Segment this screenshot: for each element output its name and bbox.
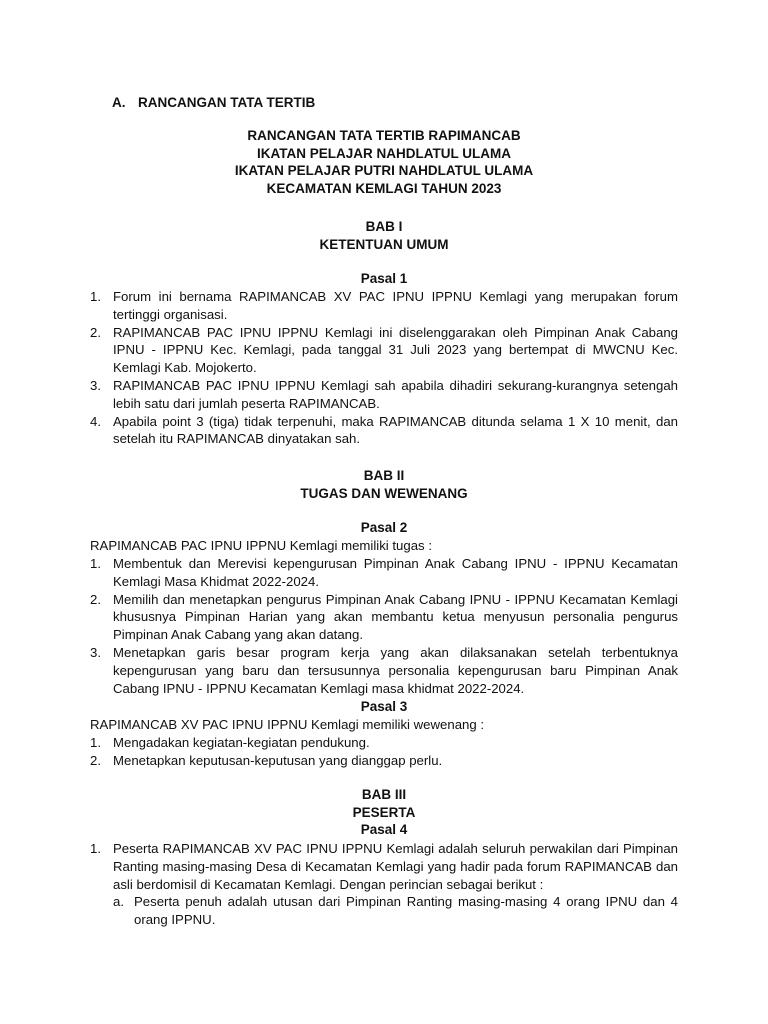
bab-title: BAB III <box>361 787 407 802</box>
bab-subtitle: KETENTUAN UMUM <box>319 236 449 252</box>
bab1-heading <box>90 218 678 253</box>
bab-title: BAB I <box>365 219 403 234</box>
pasal1-title: Pasal 1 <box>360 271 408 286</box>
section-heading <box>112 94 315 112</box>
bab2-heading <box>90 467 678 502</box>
list-item: 4. Apabila point 3 (tiga) tidak terpenuhi, maka RAPIMANCAB ditunda selama 1 X 10 menit, dan setelah itu RAPIMANCAB dinyatakan sah. <box>90 413 678 447</box>
sub-list <box>113 893 678 929</box>
pasal4-title: Pasal 4 <box>360 822 408 837</box>
pasal4-list <box>90 840 678 929</box>
bab-subtitle: PESERTA <box>352 804 416 820</box>
list-item: 2. Memilih dan menetapkan pengurus Pimpinan Anak Cabang IPNU - IPPNU Kecamatan Kemlagi khususnya Pimpinan Harian yang akan membantu ketua menyusun personalia pengurus Pimpinan Anak Cabang yang akan datang. <box>90 591 678 643</box>
pasal3-list <box>90 734 678 770</box>
section-title: RANCANGAN TATA TERTIB <box>138 95 316 110</box>
bab3-heading <box>90 786 678 839</box>
pasal2-title: Pasal 2 <box>360 520 408 535</box>
list-item: 1. Peserta RAPIMANCAB XV PAC IPNU IPPNU Kemlagi adalah seluruh perwakilan dari Pimpinan Ranting masing-masing Desa di Kecamatan Kemlagi yang hadir pada forum RAPIMANCAB dan asli berdomisil di Kecamatan Kemlagi. Dengan perincian sebagai berikut : a. Peserta penuh adalah utusan dari Pimpinan Ranting masing-masing 4 orang IPNU dan 4 orang IPPNU. <box>90 841 678 928</box>
list-item: 1. Membentuk dan Merevisi kepengurusan Pimpinan Anak Cabang IPNU - IPPNU Kecamatan Kemlagi Masa Khidmat 2022-2024. <box>90 556 678 589</box>
title-line: IKATAN PELAJAR NAHDLATUL ULAMA <box>257 145 511 161</box>
pasal2-list <box>90 555 678 697</box>
bab-title: BAB II <box>363 468 405 483</box>
title-line: KECAMATAN KEMLAGI TAHUN 2023 <box>266 180 502 196</box>
list-item: 1. Mengadakan kegiatan-kegiatan pendukung. <box>90 735 370 750</box>
section-number: A. <box>112 95 126 110</box>
title-line: IKATAN PELAJAR PUTRI NAHDLATUL ULAMA <box>234 163 534 178</box>
title-line: RANCANGAN TATA TERTIB RAPIMANCAB <box>247 128 521 143</box>
sub-list-item: a. Peserta penuh adalah utusan dari Pimpinan Ranting masing-masing 4 orang IPNU dan 4 orang IPPNU. <box>113 894 678 928</box>
document-title <box>90 127 678 197</box>
list-item: 3. Menetapkan garis besar program kerja yang akan dilaksanakan setelah terbentuknya kepengurusan yang baru dan tersusunnya personalia kepengurusan baru Pimpinan Anak Cabang IPNU - IPPNU Kecamatan Kemlagi masa khidmat 2022-2024. <box>90 644 678 696</box>
list-item: 2. Menetapkan keputusan-keputusan yang dianggap perlu. <box>90 752 443 768</box>
pasal3-intro: RAPIMANCAB XV PAC IPNU IPPNU Kemlagi memiliki wewenang : <box>90 717 485 732</box>
pasal2-intro: RAPIMANCAB PAC IPNU IPPNU Kemlagi memiliki tugas : <box>90 538 432 553</box>
list-item: 1. Forum ini bernama RAPIMANCAB XV PAC IPNU IPPNU Kemlagi yang merupakan forum tertinggi organisasi. <box>90 289 678 322</box>
list-item: 3. RAPIMANCAB PAC IPNU IPPNU Kemlagi sah apabila dihadiri sekurang-kurangnya setengah lebih satu dari jumlah peserta RAPIMANCAB. <box>90 377 678 411</box>
pasal3-title: Pasal 3 <box>360 699 408 714</box>
list-item: 2. RAPIMANCAB PAC IPNU IPPNU Kemlagi ini diselenggarakan oleh Pimpinan Anak Cabang IPNU - IPPNU Kec. Kemlagi, pada tanggal 31 Juli 2023 yang bertempat di MWCNU Kec. Kemlagi Kab. Mojokerto. <box>90 324 678 376</box>
bab-subtitle: TUGAS DAN WEWENANG <box>300 485 468 501</box>
pasal1-list <box>90 288 678 448</box>
